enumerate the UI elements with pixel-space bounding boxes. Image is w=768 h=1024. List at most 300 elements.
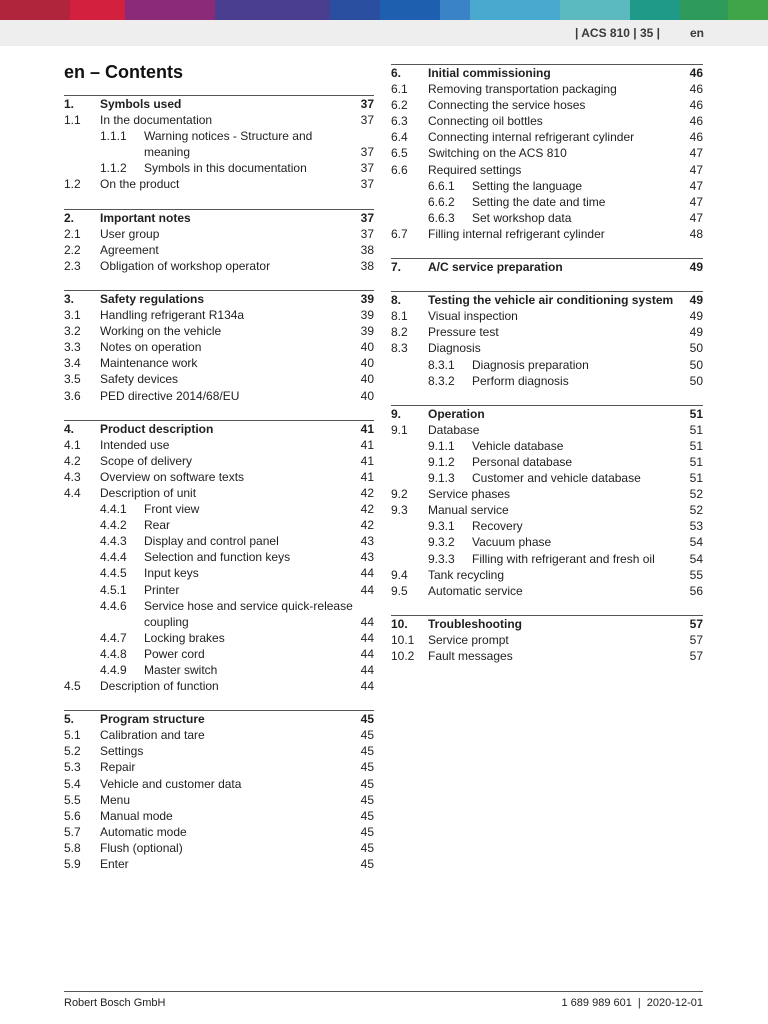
toc-entry[interactable]	[64, 501, 374, 517]
toc-entry-number: 9.	[391, 406, 402, 421]
toc-entry-number: 2.3	[64, 258, 81, 273]
toc-entry-number: 4.4.6	[100, 598, 127, 613]
toc-entry-title: Settings	[100, 744, 144, 759]
toc-entry-number: 8.3	[391, 341, 408, 356]
toc-entry-title: Service hose and service quick-release	[144, 598, 353, 613]
toc-section	[391, 405, 703, 599]
toc-entry-page: 50	[689, 373, 703, 388]
toc-entry[interactable]	[64, 840, 374, 856]
toc-entry-page: 41	[360, 421, 374, 436]
toc-entry[interactable]	[64, 371, 374, 387]
toc-entry-page: 49	[689, 260, 703, 275]
toc-entry-number: 9.1.1	[428, 438, 455, 453]
language-code: en	[689, 26, 704, 40]
toc-section	[391, 615, 703, 664]
toc-chapter-entry[interactable]	[64, 421, 374, 437]
toc-entry-page: 57	[689, 649, 703, 663]
toc-entry-number: 9.5	[391, 583, 408, 598]
toc-entry[interactable]	[391, 422, 703, 438]
toc-left-column	[64, 95, 374, 872]
toc-entry[interactable]	[64, 792, 374, 808]
toc-entry-page: 40	[360, 388, 374, 403]
toc-entry-page: 45	[360, 760, 374, 775]
toc-entry-number: 6.6.2	[428, 194, 455, 209]
color-band-segment	[560, 0, 630, 20]
toc-entry-number: 5.1	[64, 728, 81, 743]
toc-entry-title: Personal database	[472, 454, 573, 469]
toc-entry-title: Tank recycling	[428, 567, 505, 582]
toc-entry[interactable]	[391, 210, 703, 226]
toc-entry-title: Connecting internal refrigerant cylinder	[428, 130, 635, 145]
toc-right-column	[391, 64, 703, 664]
toc-entry[interactable]	[64, 128, 374, 144]
toc-entry-number: 3.6	[64, 388, 81, 403]
toc-entry-number: 4.4.3	[100, 534, 127, 549]
toc-chapter-entry[interactable]	[64, 711, 374, 727]
toc-entry-title: Front view	[144, 502, 200, 517]
toc-entry-number: 4.5	[64, 679, 81, 694]
toc-entry[interactable]	[391, 551, 703, 567]
toc-entry-title: PED directive 2014/68/EU	[100, 388, 240, 403]
toc-entry-number: 6.3	[391, 114, 408, 129]
color-band-segment	[470, 0, 560, 20]
toc-chapter-entry[interactable]	[64, 96, 374, 112]
toc-entry[interactable]	[391, 518, 703, 534]
toc-entry-page: 39	[360, 291, 374, 306]
page-title: en – Contents	[64, 62, 184, 82]
toc-entry[interactable]	[64, 112, 374, 128]
toc-entry-title: coupling	[144, 614, 189, 629]
toc-entry-title: Working on the vehicle	[100, 324, 222, 339]
toc-entry-title: Scope of delivery	[100, 453, 193, 468]
toc-entry-number: 4.4.7	[100, 630, 127, 645]
toc-entry-number: 5.	[64, 712, 75, 727]
toc-entry[interactable]	[64, 808, 374, 824]
toc-entry-title: Service phases	[428, 487, 511, 502]
toc-entry-title: Automatic service	[428, 583, 523, 598]
toc-entry-page: 50	[689, 341, 703, 356]
toc-chapter-entry[interactable]	[391, 259, 703, 275]
toc-entry-page: 43	[360, 534, 374, 549]
toc-entry[interactable]	[64, 549, 374, 565]
toc-entry[interactable]	[64, 646, 374, 662]
toc-entry-title: A/C service preparation	[428, 260, 563, 275]
toc-entry-page: 57	[689, 632, 703, 647]
toc-entry[interactable]	[391, 113, 703, 129]
toc-entry-title: Diagnosis preparation	[472, 357, 589, 372]
toc-entry[interactable]	[64, 565, 374, 581]
footer-company: Robert Bosch GmbH	[64, 997, 166, 1009]
toc-entry-page: 40	[360, 340, 374, 355]
toc-entry-number: 7.	[391, 260, 402, 275]
toc-entry-number: 2.2	[64, 242, 81, 257]
toc-entry-number: 3.3	[64, 340, 81, 355]
toc-entry-number: 9.3.1	[428, 519, 455, 534]
toc-entry-title: Database	[428, 422, 480, 437]
toc-entry[interactable]	[64, 533, 374, 549]
footer-separator: |	[637, 997, 641, 1009]
toc-entry-page: 53	[689, 519, 703, 534]
toc-entry-title: Setting the date and time	[472, 194, 606, 209]
toc-entry[interactable]	[391, 129, 703, 145]
toc-entry-title: Flush (optional)	[100, 840, 183, 855]
toc-entry-number: 10.1	[391, 632, 415, 647]
toc-entry-title: Required settings	[428, 162, 522, 177]
toc-entry[interactable]	[64, 856, 374, 872]
toc-entry-title: On the product	[100, 177, 180, 192]
toc-entry-page: 44	[360, 679, 374, 694]
toc-chapter-entry[interactable]	[391, 406, 703, 422]
toc-entry-number: 8.2	[391, 325, 408, 340]
toc-entry[interactable]	[391, 632, 703, 648]
toc-entry[interactable]	[391, 357, 703, 373]
toc-entry[interactable]	[391, 502, 703, 518]
toc-entry-number: 3.2	[64, 324, 81, 339]
toc-entry-number: 8.3.1	[428, 357, 455, 372]
toc-entry-title: Enter	[100, 857, 129, 872]
page-header	[0, 20, 768, 46]
toc-entry-page: 45	[360, 776, 374, 791]
toc-entry-title: Intended use	[100, 437, 170, 452]
toc-entry-page: 46	[689, 82, 703, 97]
toc-entry[interactable]	[64, 614, 374, 630]
toc-entry[interactable]	[391, 324, 703, 340]
toc-entry-title: Connecting the service hoses	[428, 98, 586, 113]
toc-entry-title: Agreement	[100, 242, 159, 257]
footer-divider	[64, 991, 703, 992]
toc-entry-number: 4.2	[64, 453, 81, 468]
toc-entry[interactable]	[64, 388, 374, 404]
toc-entry-title: Filling with refrigerant and fresh oil	[472, 551, 655, 566]
toc-entry-number: 4.3	[64, 469, 81, 484]
toc-entry[interactable]	[391, 438, 703, 454]
toc-entry-page: 39	[360, 308, 374, 323]
toc-entry-title: Automatic mode	[100, 824, 187, 839]
toc-entry-page: 57	[689, 616, 703, 631]
toc-entry-title: Description of function	[100, 679, 219, 694]
toc-entry[interactable]	[64, 307, 374, 323]
toc-entry-page: 47	[689, 194, 703, 209]
toc-entry-number: 3.	[64, 291, 75, 306]
toc-entry-number: 1.	[64, 97, 75, 111]
toc-entry-number: 9.4	[391, 567, 408, 582]
toc-entry-title: Recovery	[472, 519, 523, 534]
toc-entry-title: Pressure test	[428, 325, 499, 340]
toc-entry[interactable]	[391, 567, 703, 583]
toc-entry[interactable]	[391, 340, 703, 356]
toc-entry-page: 45	[360, 744, 374, 759]
toc-entry[interactable]	[64, 727, 374, 743]
toc-entry-page: 41	[360, 453, 374, 468]
toc-entry-title: User group	[100, 226, 160, 241]
toc-entry-number: 2.1	[64, 226, 81, 241]
toc-entry-title: Troubleshooting	[428, 616, 522, 631]
toc-entry-number: 6.1	[391, 82, 408, 97]
toc-entry-page: 41	[360, 437, 374, 452]
toc-entry[interactable]	[391, 178, 703, 194]
toc-entry[interactable]	[64, 144, 374, 160]
toc-entry-page: 47	[689, 210, 703, 225]
toc-entry-number: 5.3	[64, 760, 81, 775]
toc-entry[interactable]	[64, 776, 374, 792]
toc-entry-page: 51	[689, 406, 703, 421]
toc-entry-page: 37	[360, 113, 374, 128]
toc-entry[interactable]	[64, 469, 374, 485]
toc-entry[interactable]	[391, 226, 703, 242]
toc-entry-number: 9.1	[391, 422, 408, 437]
toc-entry-title: Filling internal refrigerant cylinder	[428, 226, 605, 241]
toc-entry[interactable]	[64, 678, 374, 694]
toc-entry[interactable]	[391, 454, 703, 470]
toc-entry-number: 4.4.5	[100, 566, 127, 581]
toc-entry-page: 39	[360, 324, 374, 339]
toc-entry-number: 6.7	[391, 226, 408, 241]
toc-entry-number: 8.	[391, 293, 402, 308]
toc-entry-title: Symbols in this documentation	[144, 161, 307, 176]
toc-entry-number: 4.4.2	[100, 518, 127, 533]
toc-entry-page: 51	[689, 471, 703, 486]
toc-entry-title: Symbols used	[100, 97, 182, 111]
toc-entry-page: 45	[360, 712, 374, 727]
toc-entry-number: 5.7	[64, 824, 81, 839]
toc-chapter-entry[interactable]	[391, 65, 703, 81]
toc-entry-title: Locking brakes	[144, 630, 225, 645]
toc-entry-title: Warning notices - Structure and	[144, 129, 313, 144]
toc-entry[interactable]	[391, 81, 703, 97]
toc-entry-title: Perform diagnosis	[472, 373, 569, 388]
toc-entry-page: 44	[360, 646, 374, 661]
toc-entry[interactable]	[64, 258, 374, 274]
toc-entry-number: 6.5	[391, 146, 408, 161]
color-band-segment	[70, 0, 125, 20]
document-reference: | ACS 810 | 35 |	[574, 26, 660, 40]
toc-entry-title: Testing the vehicle air conditioning system	[428, 293, 674, 308]
toc-entry-page: 44	[360, 663, 374, 677]
toc-entry[interactable]	[64, 662, 374, 678]
toc-entry-page: 44	[360, 566, 374, 581]
toc-entry-title: Product description	[100, 421, 214, 436]
toc-entry-number: 4.4.4	[100, 550, 127, 565]
toc-entry-title: Maintenance work	[100, 356, 198, 371]
toc-section	[64, 290, 374, 404]
toc-entry-page: 37	[360, 177, 374, 192]
toc-entry-page: 38	[360, 242, 374, 257]
toc-entry-page: 55	[689, 567, 703, 582]
toc-entry[interactable]	[64, 242, 374, 258]
toc-entry-page: 44	[360, 614, 374, 629]
toc-entry[interactable]	[64, 630, 374, 646]
toc-entry[interactable]	[391, 583, 703, 599]
toc-entry-title: Printer	[144, 582, 180, 597]
toc-entry-page: 46	[689, 114, 703, 129]
toc-entry-page: 48	[689, 226, 703, 241]
toc-entry-number: 6.6	[391, 162, 408, 177]
toc-entry-page: 37	[360, 226, 374, 241]
toc-entry-title: Calibration and tare	[100, 728, 205, 743]
toc-entry-title: Operation	[428, 406, 485, 421]
toc-entry-page: 42	[360, 518, 374, 533]
toc-entry-number: 9.3.2	[428, 535, 455, 550]
toc-entry-page: 46	[689, 130, 703, 145]
color-band-segment	[125, 0, 215, 20]
footer-doc-info	[562, 997, 704, 1009]
toc-entry-number: 1.1.1	[100, 129, 127, 144]
toc-entry-title: Removing transportation packaging	[428, 82, 617, 97]
toc-entry-page: 47	[689, 178, 703, 193]
toc-section	[64, 209, 374, 274]
toc-entry-page: 45	[360, 857, 374, 872]
toc-entry[interactable]	[64, 824, 374, 840]
toc-entry-title: Customer and vehicle database	[472, 471, 641, 486]
toc-entry-number: 5.4	[64, 776, 81, 791]
toc-entry[interactable]	[64, 598, 374, 614]
toc-entry[interactable]	[391, 145, 703, 161]
toc-entry-page: 46	[689, 66, 703, 80]
toc-entry-number: 3.5	[64, 372, 81, 387]
toc-entry-page: 40	[360, 356, 374, 371]
toc-section	[64, 420, 374, 695]
toc-entry-number: 4.4.1	[100, 502, 127, 517]
toc-entry-page: 50	[689, 357, 703, 372]
toc-entry-page: 52	[689, 503, 703, 518]
toc-entry-number: 4.4	[64, 485, 81, 500]
toc-entry-number: 4.	[64, 421, 75, 436]
toc-entry[interactable]	[64, 176, 374, 192]
toc-entry-page: 45	[360, 824, 374, 839]
toc-entry-title: Program structure	[100, 712, 205, 727]
toc-entry-number: 9.3	[391, 503, 408, 518]
toc-entry-number: 5.2	[64, 744, 81, 759]
toc-entry[interactable]	[64, 339, 374, 355]
toc-entry[interactable]	[64, 355, 374, 371]
toc-entry-number: 4.1	[64, 437, 81, 452]
toc-entry[interactable]	[391, 162, 703, 178]
toc-entry-page: 42	[360, 485, 374, 500]
toc-entry[interactable]	[64, 759, 374, 775]
toc-entry[interactable]	[64, 437, 374, 453]
toc-entry[interactable]	[391, 308, 703, 324]
toc-entry-title: Master switch	[144, 663, 218, 677]
toc-entry-title: Visual inspection	[428, 309, 518, 324]
footer-date: 2020-12-01	[646, 997, 703, 1009]
toc-entry-title: Safety regulations	[100, 291, 205, 306]
toc-chapter-entry[interactable]	[64, 291, 374, 307]
toc-entry-title: Initial commissioning	[428, 66, 551, 80]
toc-entry-title: Manual mode	[100, 808, 173, 823]
toc-entry-number: 1.1.2	[100, 161, 127, 176]
toc-entry[interactable]	[64, 517, 374, 533]
toc-entry-page: 54	[689, 535, 703, 550]
toc-entry-number: 1.2	[64, 177, 81, 192]
toc-chapter-entry[interactable]	[391, 292, 703, 308]
toc-section	[391, 291, 703, 389]
toc-entry-page: 46	[689, 98, 703, 113]
toc-entry-page: 47	[689, 162, 703, 177]
toc-entry-page: 45	[360, 728, 374, 743]
toc-entry-number: 3.1	[64, 308, 81, 323]
toc-entry-page: 49	[689, 325, 703, 340]
toc-entry-title: Fault messages	[428, 649, 513, 663]
toc-chapter-entry[interactable]	[64, 210, 374, 226]
toc-entry-title: Setting the language	[472, 178, 583, 193]
toc-entry-title: Safety devices	[100, 372, 179, 387]
toc-entry-title: Obligation of workshop operator	[100, 258, 271, 273]
toc-entry-number: 9.1.2	[428, 454, 455, 469]
footer-doc-number: 1 689 989 601	[561, 997, 632, 1009]
toc-entry-number: 9.1.3	[428, 471, 455, 486]
toc-entry[interactable]	[64, 743, 374, 759]
toc-entry-page: 37	[360, 97, 374, 111]
toc-entry-page: 37	[360, 161, 374, 176]
toc-entry-page: 43	[360, 550, 374, 565]
toc-entry[interactable]	[391, 486, 703, 502]
toc-entry-number: 5.9	[64, 857, 81, 872]
toc-entry-title: Description of unit	[100, 485, 197, 500]
toc-entry-number: 6.	[391, 66, 402, 80]
toc-entry[interactable]	[64, 453, 374, 469]
toc-entry[interactable]	[391, 648, 703, 664]
toc-entry-page: 42	[360, 502, 374, 517]
toc-section	[64, 95, 374, 193]
toc-entry[interactable]	[64, 485, 374, 501]
toc-entry-title: Set workshop data	[472, 210, 572, 225]
toc-entry-title: Diagnosis	[428, 341, 481, 356]
toc-entry-number: 1.1	[64, 113, 81, 128]
toc-entry-title: Important notes	[100, 210, 191, 225]
toc-entry-number: 4.4.9	[100, 663, 127, 677]
toc-entry-title: Input keys	[144, 566, 199, 581]
toc-entry-page: 54	[689, 551, 703, 566]
toc-entry-title: Menu	[100, 792, 131, 807]
toc-entry-title: Repair	[100, 760, 136, 775]
toc-entry-number: 8.1	[391, 309, 408, 324]
color-band-segment	[680, 0, 728, 20]
toc-entry[interactable]	[391, 534, 703, 550]
toc-entry[interactable]	[64, 160, 374, 176]
toc-entry-page: 51	[689, 438, 703, 453]
toc-entry-number: 2.	[64, 210, 75, 225]
toc-entry-page: 40	[360, 372, 374, 387]
toc-entry-number: 5.8	[64, 840, 81, 855]
toc-entry-title: Notes on operation	[100, 340, 202, 355]
toc-entry[interactable]	[391, 97, 703, 113]
toc-entry-number: 10.2	[391, 649, 415, 663]
toc-section	[391, 258, 703, 275]
toc-entry-number: 5.5	[64, 792, 81, 807]
toc-entry[interactable]	[64, 226, 374, 242]
color-band-segment	[330, 0, 380, 20]
toc-entry[interactable]	[64, 582, 374, 598]
toc-chapter-entry[interactable]	[391, 616, 703, 632]
toc-entry-title: Switching on the ACS 810	[428, 146, 567, 161]
toc-entry-page: 37	[360, 145, 374, 160]
toc-entry-title: Manual service	[428, 503, 509, 518]
toc-entry[interactable]	[64, 323, 374, 339]
toc-entry-page: 52	[689, 487, 703, 502]
toc-entry-title: In the documentation	[100, 113, 213, 128]
toc-entry-title: meaning	[144, 145, 191, 160]
toc-entry-number: 6.4	[391, 130, 408, 145]
toc-entry-page: 45	[360, 840, 374, 855]
toc-entry-page: 44	[360, 630, 374, 645]
toc-entry[interactable]	[391, 470, 703, 486]
color-band-segment	[215, 0, 330, 20]
toc-entry[interactable]	[391, 194, 703, 210]
toc-entry[interactable]	[391, 373, 703, 389]
color-band-segment	[630, 0, 680, 20]
toc-section	[391, 64, 703, 242]
toc-entry-title: Overview on software texts	[100, 469, 245, 484]
